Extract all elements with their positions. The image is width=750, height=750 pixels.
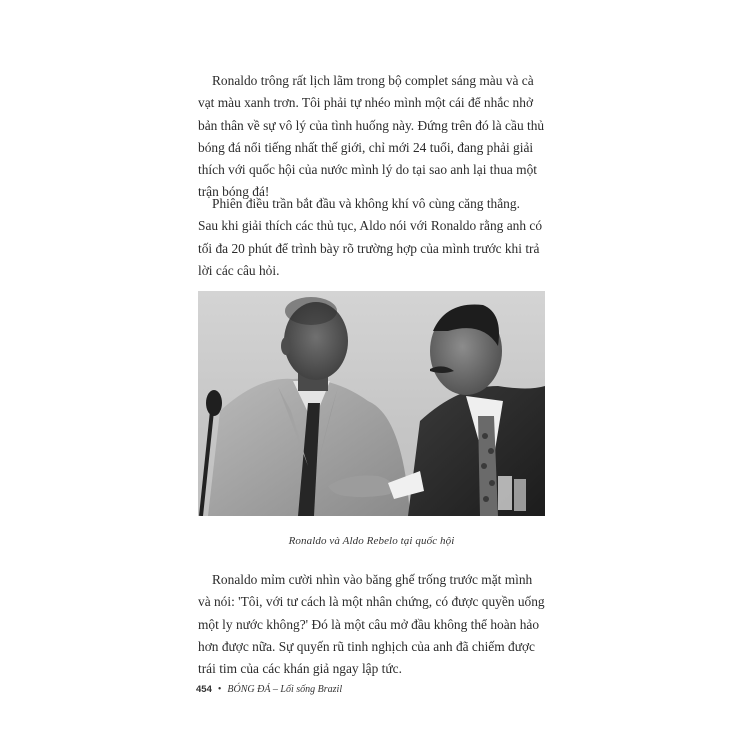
photo-illustration	[198, 291, 545, 516]
paragraph-3	[198, 569, 563, 680]
text-line: bản thân về sự vô lý của tình huống này. Đứng trên đó là cầu thủ	[198, 117, 545, 133]
text-line: một ly nước không?' Đó là một câu mở đầu không thể hoàn hảo	[198, 616, 540, 632]
page-number: 454	[196, 684, 212, 695]
text-line: Sau khi giải thích các thủ tục, Aldo nói với Ronaldo rằng anh có	[198, 218, 543, 234]
text-line: Ronaldo mỉm cười nhìn vào băng ghế trống trước mặt mình	[212, 572, 533, 587]
paragraph-2	[198, 193, 563, 282]
text-line: Ronaldo trông rất lịch lãm trong bộ complet sáng màu và cà	[212, 73, 534, 88]
text-line: vạt màu xanh trơn. Tôi phải tự nhéo mình một cái để nhắc nhở	[198, 95, 534, 111]
text-line: bóng đá nổi tiếng nhất thế giới, chỉ mới 24 tuổi, đang phải giải	[198, 139, 534, 155]
photo-caption: Ronaldo và Aldo Rebelo tại quốc hội	[288, 535, 455, 547]
text-line: tối đa 20 phút để trình bày rõ trường hợp của mình trước khi trả	[198, 240, 540, 256]
footer-bullet: •	[217, 684, 222, 695]
page-footer	[196, 684, 342, 695]
photo-ronaldo-aldo-rebelo	[198, 291, 545, 516]
text-line: lời các câu hỏi.	[198, 262, 280, 278]
text-line: trái tim của các khán giả ngay lập tức.	[198, 661, 402, 677]
book-title: BÓNG ĐÁ – Lối sống Brazil	[227, 684, 343, 695]
text-line: thích với quốc hội của nước mình lý do tại sao anh lại thua một	[198, 162, 538, 178]
text-line: và nói: 'Tôi, với tư cách là một nhân chứng, có được quyền uống	[198, 594, 545, 610]
text-line: Phiên điều trần bắt đầu và không khí vô cùng căng thẳng.	[212, 196, 520, 211]
text-line: trận bóng đá!	[198, 184, 270, 200]
text-line: hơn được nữa. Sự quyến rũ tinh nghịch của anh đã chiếm được	[198, 638, 535, 654]
paragraph-1	[198, 70, 563, 204]
